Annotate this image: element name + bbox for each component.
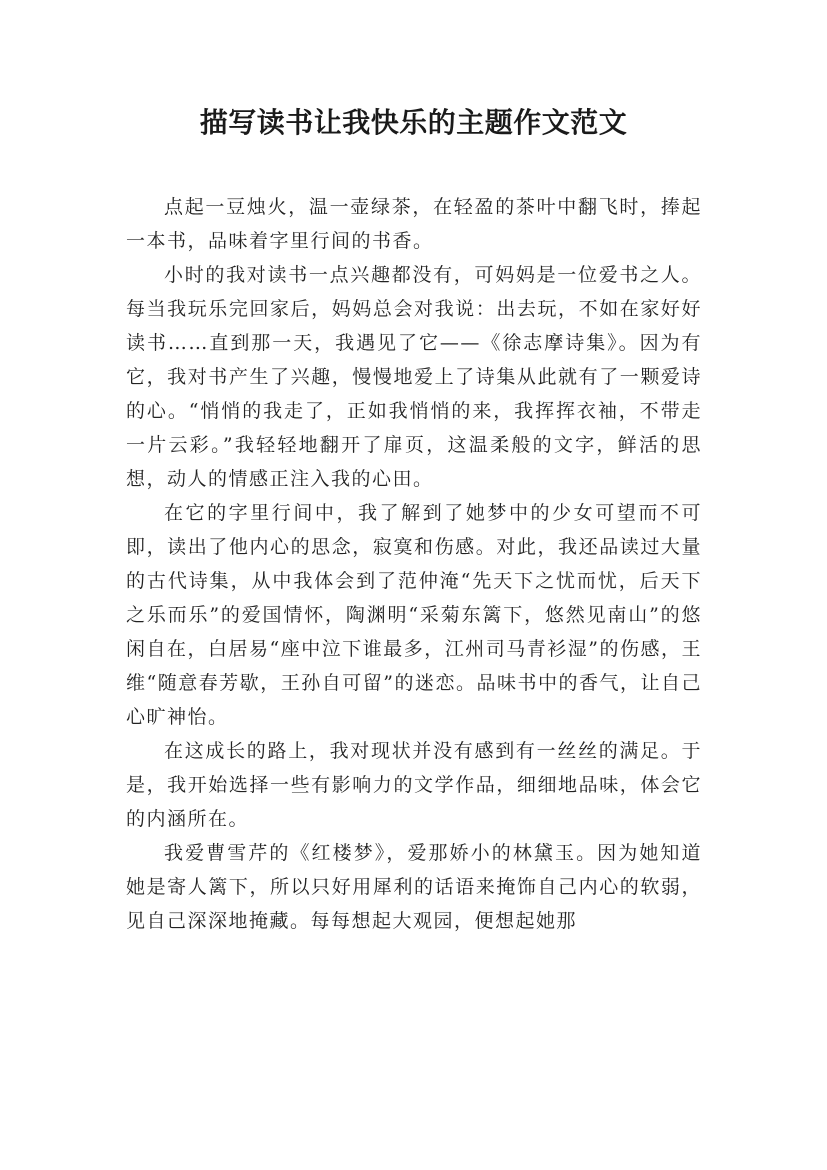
document-title: 描写读书让我快乐的主题作文范文: [199, 106, 628, 139]
paragraph-2: 小时的我对读书一点兴趣都没有，可妈妈是一位爱书之人。每当我玩乐完回家后，妈妈总会对我说：出去玩，不如在家好好读书……直到那一天，我遇见了它——《徐志摩诗集》。因为有它，我对书产生了兴趣，慢慢地爱上了诗集从此就有了一颗爱诗的心。“悄悄的我走了，正如我悄悄的来，我挥挥衣袖，不带走一片云彩。”我轻轻地翻开了扉页，这温柔般的文字，鲜活的思想，动人的情感正注入我的心田。: [126, 264, 702, 490]
paragraph-4: 在这成长的路上，我对现状并没有感到有一丝丝的满足。于是，我开始选择一些有影响力的文学作品，细细地品味，体会它的内涵所在。: [126, 740, 702, 830]
document-body: [126, 190, 702, 938]
paragraph-5: 我爱曹雪芹的《红楼梦》，爱那娇小的林黛玉。因为她知道她是寄人篱下，所以只好用犀利的话语来掩饰自己内心的软弱，见自己深深地掩藏。每每想起大观园，便想起她那: [126, 842, 702, 932]
paragraph-3: 在它的字里行间中，我了解到了她梦中的少女可望而不可即，读出了他内心的思念，寂寞和伤感。对此，我还品读过大量的古代诗集，从中我体会到了范仲淹“先天下之忧而忧，后天下之乐而乐”的爱国情怀，陶渊明“采菊东篱下，悠然见南山”的悠闲自在，白居易“座中泣下谁最多，江州司马青衫湿”的伤感，王维“随意春芳歇，王孙自可留”的迷恋。品味书中的香气，让自己心旷神怡。: [126, 502, 702, 728]
paragraph-1: 点起一豆烛火，温一壶绿茶，在轻盈的茶叶中翻飞时，捧起一本书，品味着字里行间的书香。: [126, 196, 702, 252]
